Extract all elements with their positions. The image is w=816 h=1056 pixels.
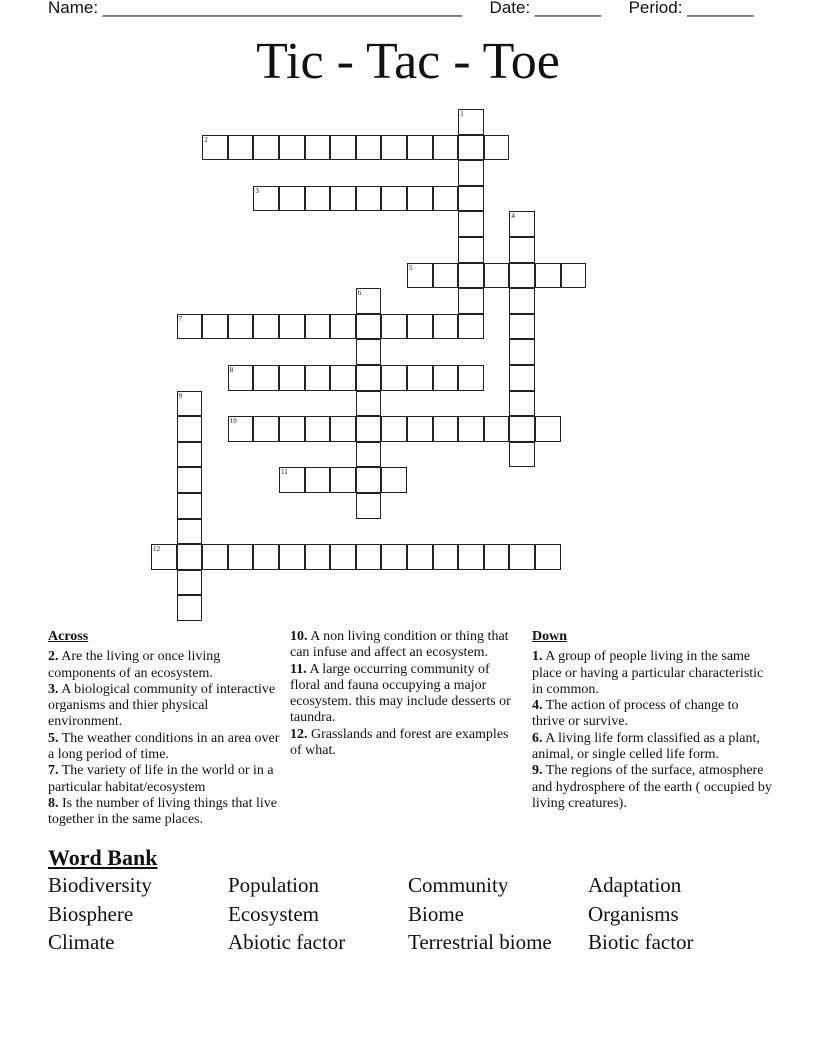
clue-number: 1. [532, 649, 543, 665]
crossword-cell[interactable] [509, 263, 535, 289]
crossword-cell[interactable] [330, 314, 356, 340]
crossword-cell[interactable] [356, 493, 382, 519]
crossword-cell[interactable] [305, 365, 331, 391]
clue-text: A group of people living in the same place or having a particular characteristic in common. [532, 649, 764, 697]
crossword-cell[interactable] [458, 416, 484, 442]
cell-number: 11 [281, 468, 288, 477]
word-bank-word: Community [408, 873, 509, 897]
crossword-cell[interactable] [484, 135, 510, 161]
clue-item [290, 727, 520, 760]
clue-number: 6. [532, 730, 543, 746]
crossword-cell[interactable] [253, 365, 279, 391]
crossword-cell[interactable] [509, 339, 535, 365]
crossword-cell[interactable] [330, 135, 356, 161]
crossword-cell[interactable] [535, 544, 561, 570]
crossword-cell[interactable] [458, 314, 484, 340]
crossword-cell[interactable] [433, 135, 459, 161]
crossword-cell[interactable] [330, 544, 356, 570]
crossword-cell[interactable] [458, 135, 484, 161]
word-bank-word: Adaptation [588, 873, 682, 897]
crossword-cell[interactable] [535, 416, 561, 442]
crossword-cell[interactable] [458, 109, 484, 135]
clue-item [532, 698, 772, 731]
crossword-cell[interactable] [535, 263, 561, 289]
crossword-cell[interactable] [279, 314, 305, 340]
crossword-cell[interactable] [509, 544, 535, 570]
cell-number: 1 [460, 110, 464, 118]
crossword-cell[interactable] [381, 544, 407, 570]
crossword-cell[interactable] [509, 211, 535, 237]
clue-number: 3. [48, 681, 59, 697]
crossword-cell[interactable] [433, 186, 459, 212]
across-clues-continued [290, 629, 520, 759]
crossword-cell[interactable] [407, 314, 433, 340]
clue-item [290, 662, 520, 727]
clue-number: 2. [48, 649, 59, 665]
crossword-cell[interactable] [484, 263, 510, 289]
crossword-cell[interactable] [356, 288, 382, 314]
crossword-cell[interactable] [330, 365, 356, 391]
crossword-cell[interactable] [509, 365, 535, 391]
crossword-cell[interactable] [356, 339, 382, 365]
word-bank-word: Population [228, 873, 320, 897]
crossword-cell[interactable] [433, 365, 459, 391]
crossword-cell[interactable] [305, 314, 331, 340]
crossword-cell[interactable] [356, 467, 382, 493]
crossword-cell[interactable] [177, 416, 203, 442]
clue-text: The regions of the surface, atmosphere and hydrosphere of the earth ( occupied by living creatures). [532, 763, 772, 811]
down-clues [532, 629, 772, 812]
clue-item [532, 731, 772, 764]
clue-item [290, 629, 520, 662]
crossword-cell[interactable] [177, 595, 203, 621]
page-title: Tic - Tac - Toe [256, 33, 560, 90]
crossword-cell[interactable] [253, 135, 279, 161]
clue-text: Is the number of living things that live together in the same places. [48, 795, 278, 828]
across-clues [48, 629, 286, 829]
crossword-cell[interactable] [279, 365, 305, 391]
crossword-cell[interactable] [305, 135, 331, 161]
crossword-cell[interactable] [356, 416, 382, 442]
date-field: Date: _______ [489, 0, 602, 17]
clue-item [532, 763, 772, 812]
period-field: Period: _______ [628, 0, 754, 17]
cell-number: 8 [229, 366, 234, 374]
clue-number: 8. [48, 795, 59, 811]
crossword-cell[interactable] [381, 416, 407, 442]
crossword-cell[interactable] [177, 519, 203, 545]
crossword-cell[interactable] [202, 135, 228, 161]
clue-text: A large occurring community of floral and fauna occupying a major ecosystem. this may include desserts or taundra. [290, 661, 511, 726]
crossword-cell[interactable] [407, 365, 433, 391]
word-bank-word: Biosphere [48, 902, 134, 926]
crossword-cell[interactable] [177, 391, 203, 417]
crossword-cell[interactable] [305, 467, 331, 493]
clue-number: 7. [48, 763, 59, 779]
crossword-cell[interactable] [279, 467, 305, 493]
cell-number: 5 [409, 263, 413, 272]
crossword-cell[interactable] [253, 416, 279, 442]
clue-number: 10. [290, 629, 308, 644]
crossword-cell[interactable] [381, 365, 407, 391]
crossword-cell[interactable] [458, 365, 484, 391]
crossword-cell[interactable] [177, 570, 203, 596]
crossword-cell[interactable] [356, 365, 382, 391]
clue-number: 9. [532, 763, 543, 779]
crossword-cell[interactable] [177, 493, 203, 519]
crossword-cell[interactable] [484, 544, 510, 570]
crossword-cell[interactable] [202, 544, 228, 570]
clue-number: 5. [48, 730, 59, 746]
crossword-cell[interactable] [305, 544, 331, 570]
cell-number: 4 [511, 212, 515, 221]
name-field: Name: ______________________________________ [48, 0, 463, 17]
crossword-cell[interactable] [228, 314, 254, 340]
clue-text: The variety of life in the world or in a particular habitat/ecosystem [48, 763, 274, 795]
crossword-cell[interactable] [253, 186, 279, 212]
crossword-cell[interactable] [381, 314, 407, 340]
word-bank-word: Ecosystem [228, 902, 319, 926]
crossword-cell[interactable] [509, 416, 535, 442]
across-heading: Across [48, 629, 89, 644]
crossword-cell[interactable] [407, 135, 433, 161]
word-bank-word: Biotic factor [588, 930, 694, 954]
clue-item [48, 796, 286, 829]
clue-number: 4. [532, 698, 543, 714]
clue-text: The action of process of change to thrive or survive. [532, 698, 739, 730]
crossword-cell[interactable] [458, 237, 484, 263]
clue-item [48, 649, 286, 682]
crossword-cell[interactable] [381, 467, 407, 493]
crossword-cell[interactable] [433, 544, 459, 570]
cell-number: 9 [178, 391, 183, 400]
crossword-cell[interactable] [202, 314, 228, 340]
crossword-cell[interactable] [305, 186, 331, 212]
clue-text: Grasslands and forest are examples of what. [290, 726, 509, 759]
crossword-cell[interactable] [484, 416, 510, 442]
clue-item [532, 649, 772, 698]
word-bank-word: Biome [408, 902, 464, 926]
crossword-cell[interactable] [509, 237, 535, 263]
cell-number: 6 [357, 289, 362, 298]
crossword-cell[interactable] [253, 314, 279, 340]
word-bank-word: Abiotic factor [228, 930, 346, 954]
clue-item [48, 763, 286, 796]
crossword-cell[interactable] [433, 314, 459, 340]
crossword-cell[interactable] [228, 544, 254, 570]
clue-text: The weather conditions in an area over a long period of time. [48, 730, 280, 763]
crossword-cell[interactable] [458, 288, 484, 314]
clue-text: A living life form classified as a plant, animal, or single celled life form. [532, 730, 760, 763]
word-bank-word: Biodiversity [48, 873, 152, 897]
crossword-cell[interactable] [509, 391, 535, 417]
clue-text: Are the living or once living components of an ecosystem. [48, 649, 221, 681]
word-bank-word: Climate [48, 930, 115, 954]
crossword-cell[interactable] [356, 135, 382, 161]
crossword-cell[interactable] [356, 186, 382, 212]
crossword-cell[interactable] [356, 544, 382, 570]
crossword-cell[interactable] [228, 365, 254, 391]
crossword-cell[interactable] [458, 263, 484, 289]
crossword-cell[interactable] [381, 186, 407, 212]
crossword-cell[interactable] [177, 467, 203, 493]
crossword-cell[interactable] [458, 160, 484, 186]
crossword-cell[interactable] [279, 186, 305, 212]
crossword-cell[interactable] [330, 467, 356, 493]
cell-number: 10 [229, 417, 237, 426]
crossword-cell[interactable] [509, 314, 535, 340]
crossword-cell[interactable] [330, 186, 356, 212]
crossword-cell[interactable] [356, 442, 382, 468]
crossword-cell[interactable] [407, 544, 433, 570]
crossword-cell[interactable] [433, 263, 459, 289]
crossword-cell[interactable] [407, 186, 433, 212]
down-heading: Down [532, 629, 568, 644]
crossword-cell[interactable] [253, 544, 279, 570]
crossword-cell[interactable] [279, 416, 305, 442]
crossword-cell[interactable] [305, 416, 331, 442]
crossword-cell[interactable] [177, 442, 203, 468]
crossword-cell[interactable] [407, 263, 433, 289]
crossword-cell[interactable] [458, 211, 484, 237]
cell-number: 7 [178, 314, 183, 323]
word-bank-word: Organisms [588, 902, 679, 926]
crossword-cell[interactable] [228, 135, 254, 161]
clue-text: A biological community of interactive organisms and thier physical environment. [48, 681, 276, 730]
crossword-cell[interactable] [356, 391, 382, 417]
crossword-cell[interactable] [330, 416, 356, 442]
crossword-cell[interactable] [381, 135, 407, 161]
crossword-cell[interactable] [228, 416, 254, 442]
cell-number: 2 [204, 135, 208, 144]
clue-item [48, 731, 286, 764]
crossword-cell[interactable] [458, 186, 484, 212]
crossword-cell[interactable] [177, 544, 203, 570]
clue-number: 12. [290, 726, 308, 742]
clue-item [48, 682, 286, 731]
crossword-cell[interactable] [509, 288, 535, 314]
crossword-cell[interactable] [151, 544, 177, 570]
crossword-cell[interactable] [433, 416, 459, 442]
crossword-cell[interactable] [356, 314, 382, 340]
cell-number: 12 [153, 545, 160, 554]
crossword-cell[interactable] [561, 263, 587, 289]
crossword-cell[interactable] [177, 314, 203, 340]
crossword-cell[interactable] [407, 416, 433, 442]
clue-text: A non living condition or thing that can infuse and affect an ecosystem. [290, 629, 509, 661]
word-bank-title: Word Bank [48, 845, 158, 870]
crossword-cell[interactable] [458, 544, 484, 570]
crossword-cell[interactable] [279, 544, 305, 570]
crossword-cell[interactable] [509, 442, 535, 468]
cell-number: 3 [255, 186, 259, 195]
clue-number: 11. [290, 661, 307, 677]
word-bank-word: Terrestrial biome [408, 930, 552, 954]
crossword-cell[interactable] [279, 135, 305, 161]
